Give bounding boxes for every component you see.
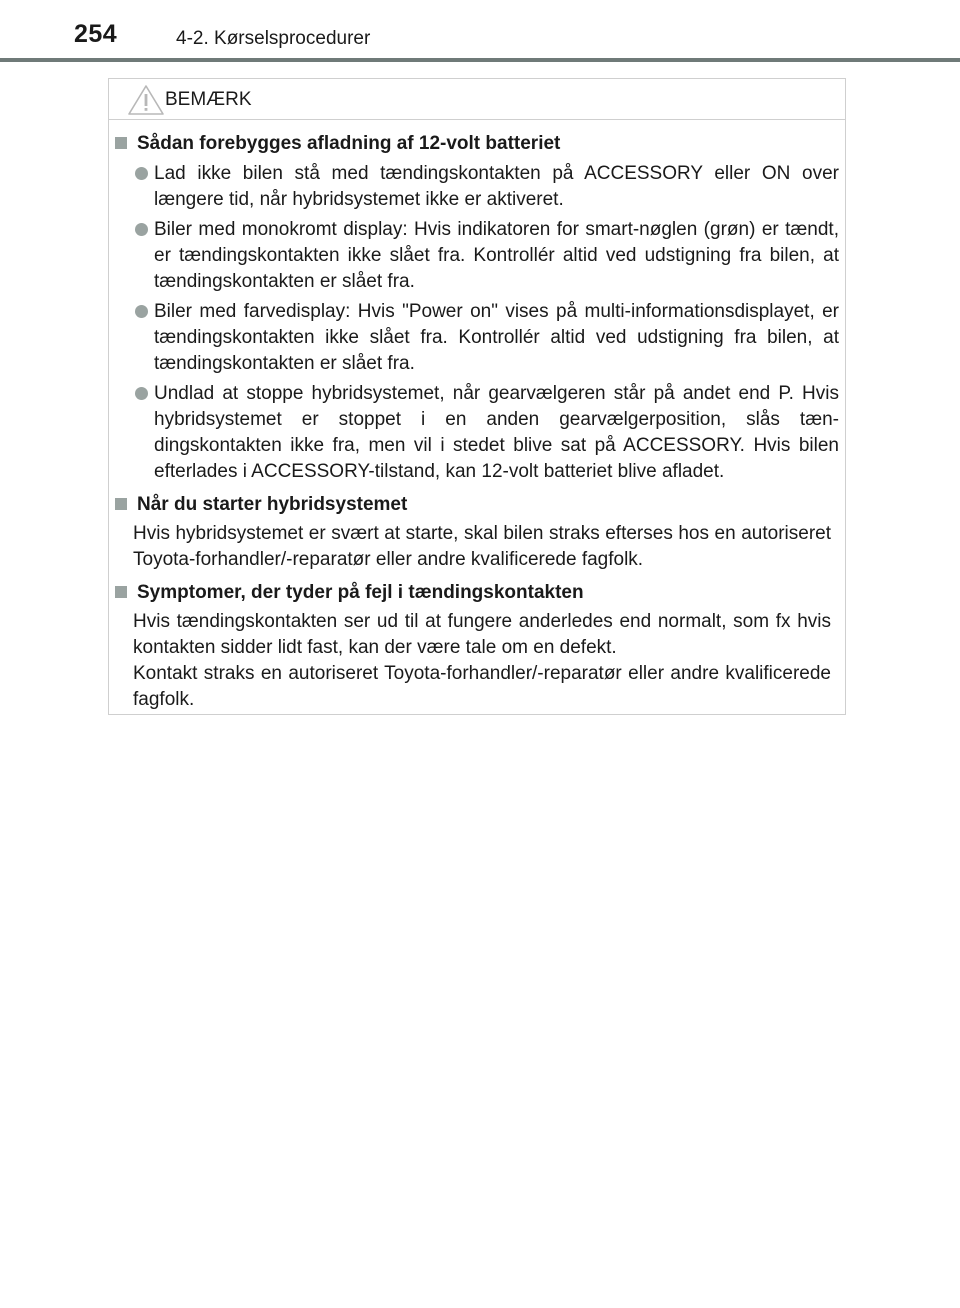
topic-heading <box>112 131 845 157</box>
topic-heading-text: Sådan forebygges afladning af 12-volt batteriet <box>137 133 561 154</box>
warning-triangle-icon <box>127 84 165 116</box>
topic-heading-text: Når du starter hybridsystemet <box>137 494 408 515</box>
circle-bullet-icon <box>135 305 148 318</box>
list-item <box>135 299 839 377</box>
list-item <box>135 381 839 485</box>
list-item-text: Biler med monokromt display: Hvis indikatoren for smart-nøglen (grøn) er tændt, er tændingskontakten ikke slået fra. Kontrollér altid ved udstigning fra bilen, at tændingskontakten er slået fra. <box>154 219 839 292</box>
section-title: 4-2. Kørselsprocedurer <box>176 28 371 49</box>
paragraph: Hvis hybridsystemet er svært at starte, skal bilen straks efterses hos en autoriseret Toyota-forhandler/-reparatør eller andre kvalificerede fagfolk. <box>133 523 831 570</box>
notice-box <box>108 78 846 715</box>
topic-heading <box>112 492 845 518</box>
square-bullet-icon <box>115 137 127 149</box>
topic-heading <box>112 580 845 606</box>
square-bullet-icon <box>115 498 127 510</box>
list-item <box>135 161 839 213</box>
circle-bullet-icon <box>135 167 148 180</box>
list-item-text: Undlad at stoppe hybridsystemet, når gearvælgeren står på andet end P. Hvis hybridsystemet er stoppet i en anden gearvælgerposition, slås tændingskontakten ikke fra, men vil i stedet blive sat på ACCESSORY. Hvis bilen efterlades i ACCESSORY-tilstand, kan 12-volt batteriet blive afladet. <box>154 383 839 482</box>
page-number: 254 <box>74 20 118 48</box>
list-item-text: Biler med farvedisplay: Hvis "Power on" vises på multi-informationsdisplayet, er tændingskontakten ikke slået fra. Kontrollér altid ved udstigning fra bilen, at tændingskontakten er slået fra. <box>154 301 839 374</box>
notice-header <box>109 79 845 120</box>
topic-heading-text: Symptomer, der tyder på fejl i tændingskontakten <box>137 582 584 603</box>
page-header <box>0 0 960 62</box>
square-bullet-icon <box>115 586 127 598</box>
notice-body <box>109 131 845 713</box>
circle-bullet-icon <box>135 223 148 236</box>
paragraph: Kontakt straks en autoriseret Toyota-forhandler/-reparatør eller andre kvalificerede fagfolk. <box>133 663 831 710</box>
circle-bullet-icon <box>135 387 148 400</box>
list-item-text: Lad ikke bilen stå med tændingskontakten på ACCESSORY eller ON over længere tid, når hybridsystemet ikke er aktiveret. <box>154 163 839 210</box>
notice-label: BEMÆRK <box>165 89 252 110</box>
list-item <box>135 217 839 295</box>
header-rule <box>0 58 960 62</box>
paragraph: Hvis tændingskontakten ser ud til at fungere anderledes end normalt, som fx hvis kontakten sidder lidt fast, kan der være tale om en defekt. <box>133 611 831 658</box>
